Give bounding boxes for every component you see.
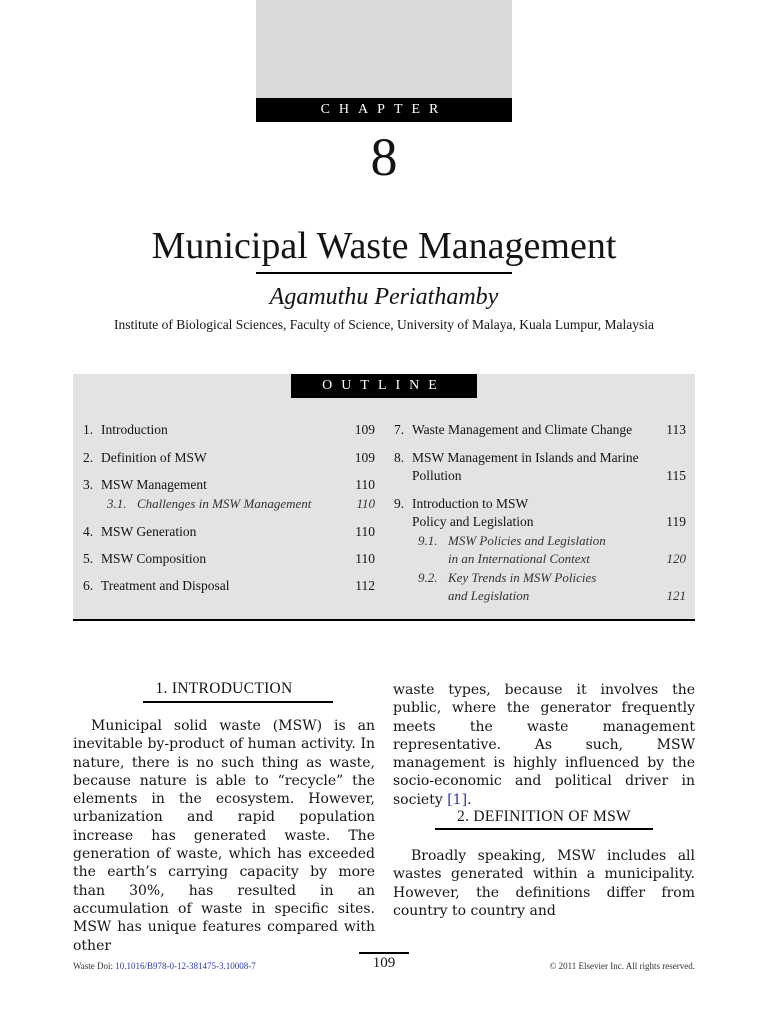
outline-rule — [73, 619, 695, 621]
chapter-number: 8 — [370, 127, 398, 187]
section-heading-definition: 2. DEFINITION OF MSW — [457, 808, 631, 825]
toc-subentry[interactable]: 9.2. Key Trends in MSW Policies and Legislation 121 — [418, 570, 686, 603]
toc-subentry[interactable]: 3.1. Challenges in MSW Management 110 — [107, 496, 375, 511]
section-heading-introduction: 1. INTRODUCTION — [155, 680, 293, 697]
toc-entry[interactable]: 4. MSW Generation 110 — [83, 524, 375, 539]
toc-entry[interactable]: 6. Treatment and Disposal 112 — [83, 578, 375, 593]
toc-entry[interactable]: 1. Introduction 109 — [83, 422, 375, 437]
toc-entry[interactable]: 9. Introduction to MSW Policy and Legislation 119 — [394, 496, 686, 529]
doi-link[interactable]: 10.1016/B978-0-12-381475-3.10008-7 — [115, 961, 256, 971]
footer-doi: Waste Doi: 10.1016/B978-0-12-381475-3.10008-7 — [73, 961, 256, 971]
page-number: 109 — [372, 955, 396, 971]
toc-entry[interactable]: 8. MSW Management in Islands and Marine Pollution 115 — [394, 450, 686, 483]
toc-entry[interactable]: 3. MSW Management 110 — [83, 477, 375, 492]
section-rule — [143, 701, 333, 703]
citation-link[interactable]: [1] — [447, 791, 468, 808]
copyright: © 2011 Elsevier Inc. All rights reserved. — [549, 961, 695, 971]
page-number-rule — [359, 952, 409, 954]
title-rule — [256, 272, 512, 274]
toc-entry[interactable]: 5. MSW Composition 110 — [83, 551, 375, 566]
intro-paragraph: Municipal solid waste (MSW) is an inevitable by-product of human activity. In nature, there is no such thing as waste, because nature is able to “recycle” the elements in the ecosystem. However, urbanization and rapid population increase has generated waste. The generation of waste, which has exceeded the earth’s carrying capacity by more than 30%, has resulted in an accumulation of waste in specific sites. MSW has unique features compared with other — [73, 718, 375, 954]
outline-label: OUTLINE — [291, 374, 477, 398]
chapter-header-box — [256, 0, 512, 98]
chapter-label: CHAPTER — [256, 98, 512, 122]
chapter-title: Municipal Waste Management — [151, 225, 617, 267]
intro-paragraph-continued: waste types, because it involves the public, where the generator frequently meets the waste management representative. As such, MSW management is highly influenced by the socio-economic and political driver in society [1]. — [393, 682, 695, 808]
toc-subentry[interactable]: 9.1. MSW Policies and Legislation in an International Context 120 — [418, 533, 686, 566]
toc-entry[interactable]: 7. Waste Management and Climate Change 113 — [394, 422, 686, 437]
affiliation: Institute of Biological Sciences, Faculty of Science, University of Malaya, Kuala Lumpur, Malaysia — [113, 317, 655, 332]
author: Agamuthu Periathamby — [269, 284, 499, 310]
toc-entry[interactable]: 2. Definition of MSW 109 — [83, 450, 375, 465]
definition-paragraph: Broadly speaking, MSW includes all wastes generated within a municipality. However, the definitions differ from country to country and — [393, 848, 695, 919]
section-rule — [435, 828, 653, 830]
